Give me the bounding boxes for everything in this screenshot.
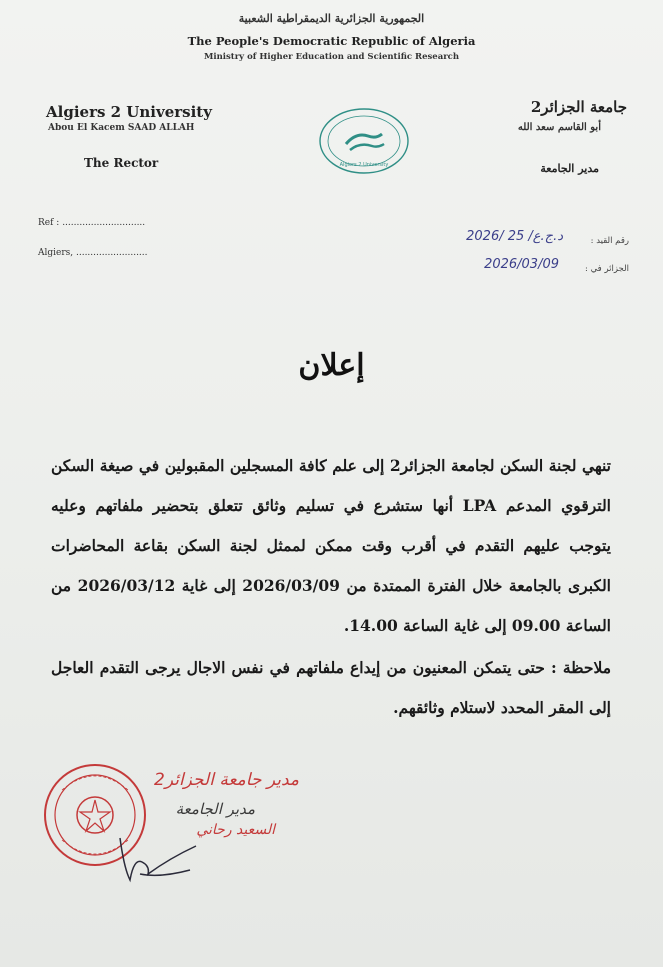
handwritten-ref-number: 2026/ د.ج.ع/ 25 [466, 229, 563, 244]
ministry-english: Ministry of Higher Education and Scientific Research [203, 52, 460, 62]
republic-arabic: الجمهورية الجزائرية الديمقراطية الشعبية [238, 12, 425, 25]
signature-line-title: مدير الجامعة [175, 800, 255, 818]
rector-arabic: مدير الجامعة [540, 162, 599, 175]
university-logo [316, 106, 412, 176]
handwritten-date: 2026/03/09 [484, 257, 559, 272]
algiers-date-label: Algiers, ......................... [38, 248, 148, 258]
republic-english: The People's Democratic Republic of Algeria [187, 34, 476, 48]
logo-label: Algiers 2 University [339, 162, 389, 168]
signature-line-name: السعيد رحاني [196, 822, 275, 838]
announcement-note: ملاحظة : حتى يتمكن المعنيون من إيداع ملفاتهم في نفس الاجال يرجى التقدم العاجل إلى المقر المحدد لاستلام وثائقهم. [51, 658, 611, 717]
handwritten-signature [100, 828, 210, 888]
ref-label-arabic: رقم القيد : [590, 236, 629, 246]
university-name-arabic: جامعة الجزائر2 [530, 98, 627, 116]
date-label-arabic: الجزائر في : [585, 264, 629, 274]
announcement-title: إعلان [298, 348, 365, 383]
ref-field-label: Ref : ............................. [38, 218, 146, 228]
university-name-english: Algiers 2 University [46, 103, 212, 121]
university-subname-arabic: أبو القاسم سعد الله [517, 122, 601, 133]
announcement-paragraph: تنهي لجنة السكن لجامعة الجزائر2 إلى علم كافة المسجلين المقبولين في صيغة السكن الترقوي المدعم LPA أنها ستشرع في تسليم وثائق تتعلق بتحضير ملفاتهم وعليه يتوجب عليهم التقدم في أقرب وقت ممكن لممثل لجنة السكن بقاعة المحاضرات الكبرى بالجامعة خلال الفترة الممتدة من 2026/03/09 إلى غاية 2026/03/12 من الساعة 09.00 إلى غاية الساعة 14.00. [51, 456, 612, 635]
rector-english: The Rector [84, 156, 159, 170]
signature-line-director: مدير جامعة الجزائر2 [154, 770, 299, 790]
announcement-body [51, 446, 611, 728]
university-subname-english: Abou El Kacem SAAD ALLAH [48, 123, 195, 133]
